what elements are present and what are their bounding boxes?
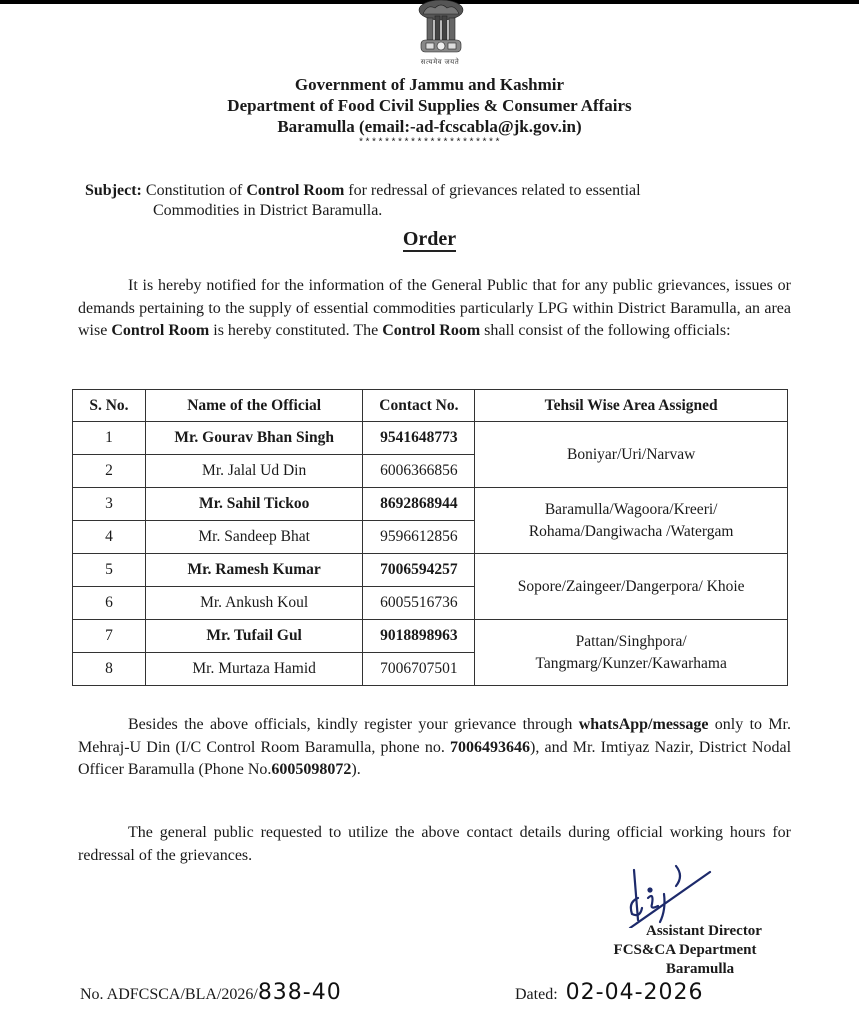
subject-text-cont: for redressal of grievances related to essential	[344, 182, 641, 199]
cell-sno: 8	[73, 653, 146, 686]
subject-block	[85, 181, 785, 221]
signatory-title: Assistant Director	[646, 923, 762, 939]
header-sno: S. No.	[73, 390, 146, 422]
subject-bold-text: Control Room	[246, 182, 345, 199]
intro-paragraph: It is hereby notified for the information of the General Public that for any public grievances, issues or demands pertaining to the supply of essential commodities particularly LPG within District Baramulla, an area wise Control Room is hereby constituted. The Control Room shall consist of the following officials:	[78, 277, 791, 339]
handwritten-date: 02-04-2026	[565, 980, 704, 1005]
subject-line2: Commodities in District Baramulla.	[153, 202, 383, 219]
cell-sno: 3	[73, 488, 146, 521]
cell-contact: 9596612856	[363, 521, 475, 554]
cell-name: Mr. Tufail Gul	[145, 620, 363, 653]
subject-text: Constitution of	[141, 182, 247, 199]
cell-name: Mr. Murtaza Hamid	[145, 653, 363, 686]
cell-contact: 6005516736	[363, 587, 475, 620]
department-title: Department of Food Civil Supplies & Consumer Affairs	[227, 96, 632, 115]
cell-sno: 5	[73, 554, 146, 587]
table-row	[73, 620, 788, 653]
national-emblem-icon	[413, 0, 469, 60]
header-divider: **********************	[357, 138, 502, 149]
cell-contact: 7006707501	[363, 653, 475, 686]
officials-table	[72, 389, 788, 686]
date-line: Dated: 02-04-2026	[515, 980, 704, 1005]
cell-sno: 2	[73, 455, 146, 488]
header-name: Name of the Official	[145, 390, 363, 422]
table-row	[73, 488, 788, 521]
cell-sno: 6	[73, 587, 146, 620]
cell-name: Mr. Jalal Ud Din	[145, 455, 363, 488]
table-row	[73, 554, 788, 587]
cell-area: Boniyar/Uri/Narvaw	[475, 422, 788, 488]
cell-sno: 7	[73, 620, 146, 653]
cell-contact: 6006366856	[363, 455, 475, 488]
cell-contact: 8692868944	[363, 488, 475, 521]
order-title: Order	[402, 228, 457, 250]
signatory-block	[590, 922, 780, 979]
cell-sno: 1	[73, 422, 146, 455]
office-email-line: Baramulla (email:-ad-fcscabla@jk.gov.in)	[277, 117, 582, 136]
emblem-motto: सत्यमेव जयते	[420, 58, 460, 66]
cell-area: Pattan/Singhpora/ Tangmarg/Kunzer/Kawarhama	[475, 620, 788, 686]
cell-name: Mr. Sandeep Bhat	[145, 521, 363, 554]
table-header-row	[73, 390, 788, 422]
cell-name: Mr. Sahil Tickoo	[145, 488, 363, 521]
grievance-paragraph: Besides the above officials, kindly register your grievance through whatsApp/message only to Mr. Mehraj-U Din (I/C Control Room Baramulla, phone no. 7006493646), and Mr. Imtiyaz Nazir, District Nodal Officer Baramulla (Phone No.6005098072).	[78, 716, 792, 778]
government-title: Government of Jammu and Kashmir	[294, 75, 565, 94]
cell-name: Mr. Ramesh Kumar	[145, 554, 363, 587]
signatory-department: FCS&CA Department	[613, 942, 757, 958]
closing-paragraph: The general public requested to utilize the above contact details during official working hours for redressal of the grievances.	[78, 824, 791, 864]
header-contact: Contact No.	[363, 390, 475, 422]
cell-contact: 9018898963	[363, 620, 475, 653]
table-row	[73, 422, 788, 455]
cell-sno: 4	[73, 521, 146, 554]
subject-label: Subject:	[85, 182, 142, 199]
reference-number: No. ADFCSCA/BLA/2026/838-40	[80, 980, 342, 1005]
cell-name: Mr. Ankush Koul	[145, 587, 363, 620]
cell-contact: 9541648773	[363, 422, 475, 455]
handwritten-ref: 838-40	[257, 980, 342, 1005]
cell-contact: 7006594257	[363, 554, 475, 587]
signatory-place: Baramulla	[665, 961, 735, 977]
header-area: Tehsil Wise Area Assigned	[475, 390, 788, 422]
cell-area: Sopore/Zaingeer/Dangerpora/ Khoie	[475, 554, 788, 620]
cell-area: Baramulla/Wagoora/Kreeri/ Rohama/Dangiwacha /Watergam	[475, 488, 788, 554]
signature-icon	[620, 858, 740, 928]
cell-name: Mr. Gourav Bhan Singh	[145, 422, 363, 455]
